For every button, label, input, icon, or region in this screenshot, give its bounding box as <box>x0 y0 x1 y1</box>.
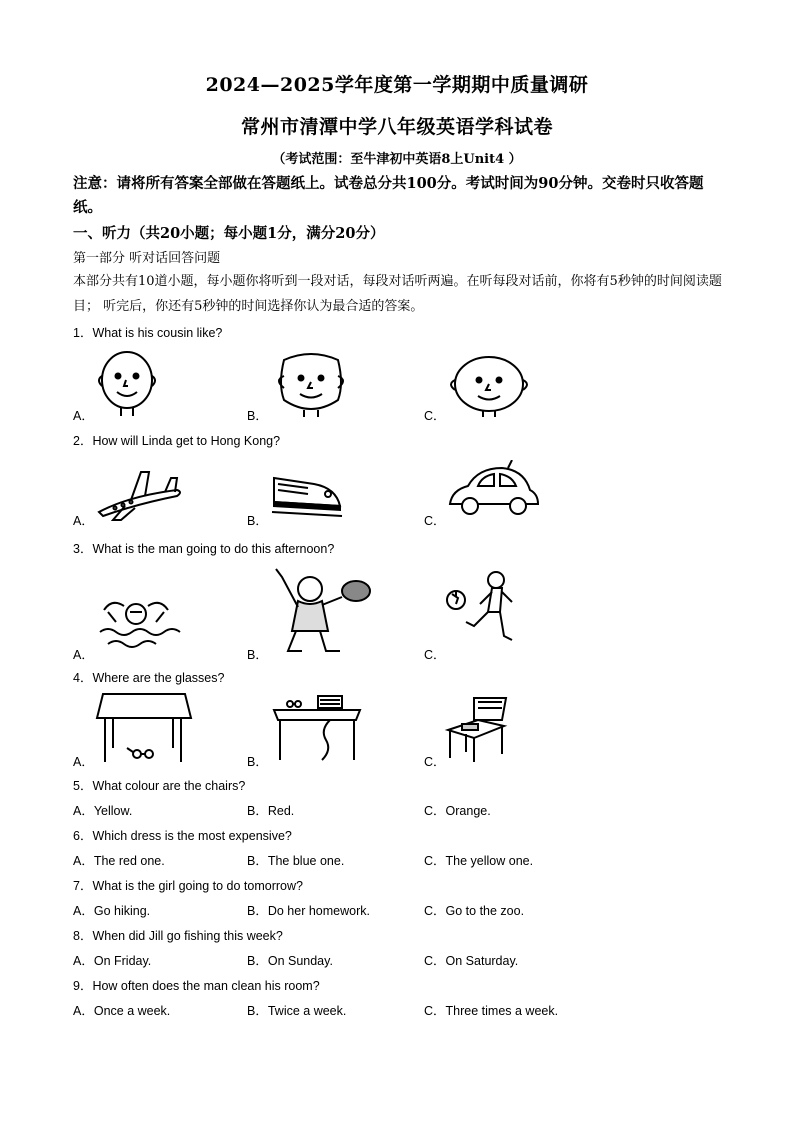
option-label: C． <box>424 904 446 918</box>
option-label: B． <box>247 854 268 868</box>
option-a <box>73 851 165 869</box>
option-text: The yellow one. <box>445 854 534 868</box>
option-b <box>247 901 370 919</box>
question-2 <box>73 431 280 449</box>
question-text: What is the girl going to do tomorrow? <box>92 879 303 893</box>
question-text: How often does the man clean his room? <box>92 979 320 993</box>
glasses-on-table-icon <box>270 690 364 766</box>
option-b <box>247 801 294 819</box>
question-text: Where are the glasses? <box>92 671 225 685</box>
question-number: 2． <box>73 434 93 448</box>
question-number: 1． <box>73 326 93 340</box>
option-label: B． <box>247 904 268 918</box>
question-number: 6． <box>73 829 93 843</box>
option-text: Go to the zoo. <box>445 904 525 918</box>
football-icon <box>444 566 524 660</box>
question-number: 3． <box>73 542 93 556</box>
option-text: On Sunday. <box>267 954 333 968</box>
option-a <box>73 801 132 819</box>
option-b <box>247 1001 346 1019</box>
face-icon <box>446 354 532 418</box>
option-text: Do her homework. <box>267 904 370 918</box>
option-c <box>424 1001 558 1019</box>
part1-instructions: 本部分共有10道小题，每小题你将听到一段对话，每段对话听两遍。在听每段对话前，你将有5秒钟的时间阅读题目； 听完后，你还有5秒钟的时间选择你认为最合适的答案。 <box>73 274 722 314</box>
option-c <box>424 851 533 869</box>
question-3 <box>73 539 334 557</box>
option-label: C． <box>424 514 446 528</box>
question-number: 7． <box>73 879 93 893</box>
question-7 <box>73 876 303 894</box>
option-text: Yellow. <box>93 804 133 818</box>
question-number: 8． <box>73 929 93 943</box>
question-number: 4． <box>73 671 93 685</box>
option-label: B． <box>247 648 268 662</box>
question-text: What colour are the chairs? <box>92 779 246 793</box>
option-c <box>424 801 491 819</box>
option-label: C． <box>424 954 446 968</box>
chair-with-book-icon <box>444 694 514 764</box>
option-label: B． <box>247 755 268 769</box>
face-icon <box>95 346 161 418</box>
option-label: A． <box>73 804 94 818</box>
exam-notice: 注意：请将所有答案全部做在答题纸上。试卷总分共100分。考试时间为90分钟。交卷时只收答题纸。 <box>73 175 704 216</box>
option-label: A． <box>73 514 94 528</box>
option-label: A． <box>73 954 94 968</box>
car-icon <box>446 460 542 522</box>
option-text: Go hiking. <box>93 904 151 918</box>
question-9 <box>73 976 320 994</box>
option-text: Once a week. <box>93 1004 171 1018</box>
question-text: When did Jill go fishing this week? <box>92 929 283 943</box>
question-1 <box>73 323 222 341</box>
train-icon <box>270 466 344 518</box>
question-text: What is the man going to do this afternoon? <box>92 542 335 556</box>
question-5 <box>73 776 245 794</box>
question-number: 5． <box>73 779 93 793</box>
option-label: A． <box>73 409 94 423</box>
option-text: On Friday. <box>93 954 152 968</box>
option-b <box>247 851 344 869</box>
option-c <box>424 951 518 969</box>
option-b <box>247 951 333 969</box>
option-label: C． <box>424 804 446 818</box>
option-text: Twice a week. <box>267 1004 347 1018</box>
face-icon <box>270 350 352 418</box>
option-label: C． <box>424 648 446 662</box>
option-label: C． <box>424 755 446 769</box>
section-listening-title: 一、听力（共20小题；每小题1分，满分20分） <box>73 225 385 242</box>
exam-title-line2: 常州市清潭中学八年级英语学科试卷 <box>240 116 553 138</box>
question-number: 9． <box>73 979 93 993</box>
option-text: Red. <box>267 804 295 818</box>
option-label: A． <box>73 1004 94 1018</box>
option-c <box>424 901 524 919</box>
question-text: Which dress is the most expensive? <box>92 829 292 843</box>
option-label: B． <box>247 514 268 528</box>
option-label: A． <box>73 648 94 662</box>
tennis-icon <box>270 563 374 659</box>
option-text: Three times a week. <box>445 1004 559 1018</box>
option-text: The blue one. <box>267 854 345 868</box>
option-label: B． <box>247 954 268 968</box>
glasses-under-table-icon <box>95 690 193 766</box>
option-label: A． <box>73 755 94 769</box>
option-label: C． <box>424 854 446 868</box>
airplane-icon <box>95 460 183 524</box>
exam-title-line1: 2024—2025学年度第一学期期中质量调研 <box>205 74 589 96</box>
question-4 <box>73 668 224 686</box>
question-6 <box>73 826 292 844</box>
option-label: C． <box>424 1004 446 1018</box>
option-label: A． <box>73 904 94 918</box>
option-label: B． <box>247 804 268 818</box>
option-text: Orange. <box>445 804 491 818</box>
option-text: On Saturday. <box>445 954 519 968</box>
part1-title: 第一部分 听对话回答问题 <box>73 251 221 266</box>
option-a <box>73 901 150 919</box>
option-text: The red one. <box>93 854 165 868</box>
option-a <box>73 1001 170 1019</box>
option-label: B． <box>247 409 268 423</box>
question-text: What is his cousin like? <box>92 326 223 340</box>
exam-scope: （考试范围：至牛津初中英语8上Unit4 ） <box>272 152 522 167</box>
option-label: A． <box>73 854 94 868</box>
option-a <box>73 951 151 969</box>
question-text: How will Linda get to Hong Kong? <box>92 434 281 448</box>
option-label: C． <box>424 409 446 423</box>
question-8 <box>73 926 283 944</box>
swimming-icon <box>94 592 186 654</box>
option-label: B． <box>247 1004 268 1018</box>
